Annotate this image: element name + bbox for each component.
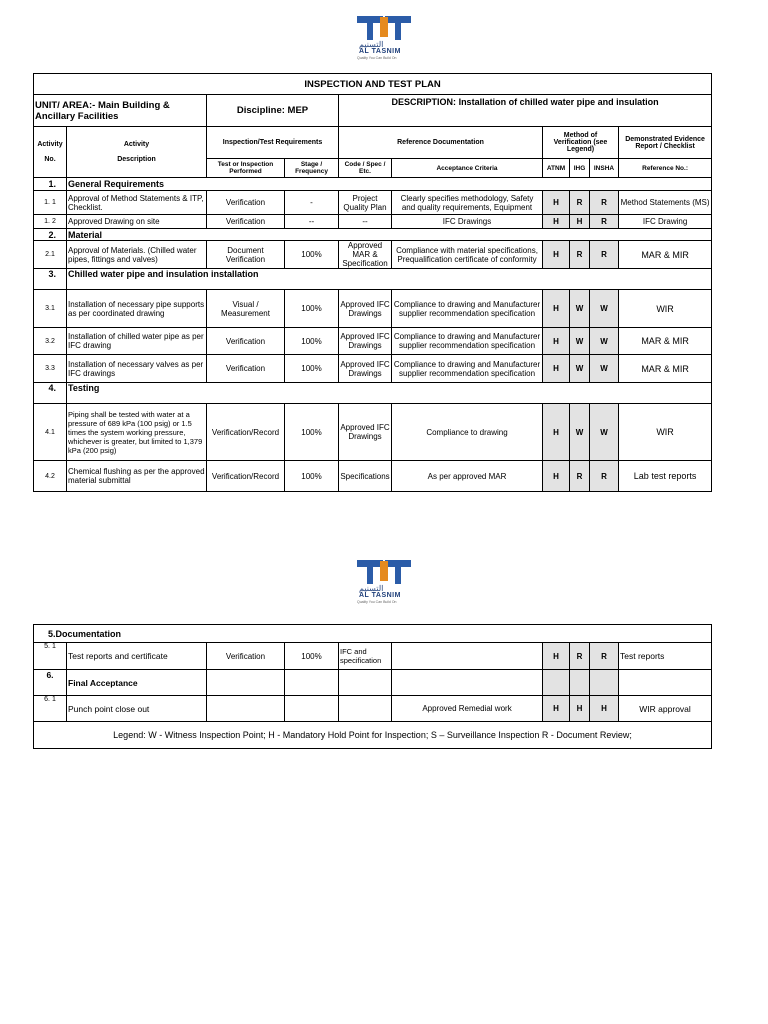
- table-cell: H: [543, 290, 570, 328]
- logo-tagline: Quality You Can Build On: [357, 56, 397, 60]
- table-cell: Clearly specifies methodology, Safety and quality requirements, Equipment: [392, 191, 543, 215]
- table-cell: [339, 696, 392, 722]
- header-test: Test or Inspection Performed: [207, 159, 285, 178]
- table-cell: [207, 696, 285, 722]
- table-cell: Approval of Method Statements & ITP, Checklist.: [67, 191, 207, 215]
- table-cell: R: [590, 461, 619, 492]
- section-header: [34, 670, 712, 696]
- table-cell: Specifications: [339, 461, 392, 492]
- table-cell: Compliance to drawing and Manufacturer supplier recommendation specification: [392, 355, 543, 383]
- table-cell: -: [285, 191, 339, 215]
- table-cell: As per approved MAR: [392, 461, 543, 492]
- table-cell: 2.1: [34, 241, 67, 269]
- section-header: [34, 383, 712, 404]
- section-header: [34, 178, 712, 191]
- header-text: Activity: [123, 141, 150, 148]
- table-cell: Approved Remedial work: [392, 696, 543, 722]
- section-header: [34, 229, 712, 241]
- table-cell: 4.: [34, 383, 67, 404]
- itp-table: [33, 73, 712, 492]
- table-row: [34, 461, 712, 492]
- table-cell: 1. 1: [34, 191, 67, 215]
- header-text: Description: [117, 156, 156, 163]
- table-cell: Verification: [207, 328, 285, 355]
- table-cell: [543, 670, 570, 696]
- description-value: Installation of chilled water pipe and insulation: [456, 97, 659, 107]
- table-cell: H: [543, 404, 570, 461]
- table-cell: [285, 696, 339, 722]
- header-acceptance: Acceptance Criteria: [392, 159, 543, 178]
- table-cell: Approved IFC Drawings: [339, 328, 392, 355]
- table-cell: Compliance to drawing and Manufacturer supplier recommendation specification: [392, 328, 543, 355]
- table-cell: Compliance to drawing and Manufacturer supplier recommendation specification: [392, 290, 543, 328]
- table-cell: [590, 670, 619, 696]
- table-row: [34, 404, 712, 461]
- table-cell: Approved MAR & Specification: [339, 241, 392, 269]
- header-itr: Inspection/Test Requirements: [207, 127, 339, 159]
- table-row: [34, 328, 712, 355]
- table-cell: MAR & MIR: [619, 328, 712, 355]
- table-cell: --: [339, 215, 392, 229]
- table-cell: 2.: [34, 229, 67, 241]
- itp-table-continued: [33, 624, 712, 749]
- unit-area: UNIT/ AREA:- Main Building & Ancillary Facilities: [34, 95, 207, 127]
- table-cell: Visual / Measurement: [207, 290, 285, 328]
- table-cell: Test reports and certificate: [67, 643, 207, 670]
- table-cell: R: [590, 215, 619, 229]
- table-cell: Verification: [207, 215, 285, 229]
- table-row: [34, 643, 712, 670]
- table-cell: WIR: [619, 290, 712, 328]
- table-cell: H: [543, 215, 570, 229]
- table-cell: H: [543, 355, 570, 383]
- table-cell: 1. 2: [34, 215, 67, 229]
- table-row: [34, 355, 712, 383]
- table-cell: H: [543, 696, 570, 722]
- table-cell: Approved IFC Drawings: [339, 290, 392, 328]
- table-cell: Approval of Materials. (Chilled water pipes, fittings and valves): [67, 241, 207, 269]
- plan-title: INSPECTION AND TEST PLAN: [34, 74, 712, 95]
- table-cell: 100%: [285, 355, 339, 383]
- header-code: Code / Spec / Etc.: [339, 159, 392, 178]
- table-cell: W: [590, 355, 619, 383]
- section-header: [34, 269, 712, 290]
- table-cell: Method Statements (MS): [619, 191, 712, 215]
- header-refno: Reference No.:: [619, 159, 712, 178]
- table-cell: 6. 1: [34, 696, 67, 722]
- table-cell: Installation of necessary valves as per IFC drawings: [67, 355, 207, 383]
- table-cell: Verification: [207, 191, 285, 215]
- table-cell: W: [570, 328, 590, 355]
- table-cell: Installation of necessary pipe supports as per coordinated drawing: [67, 290, 207, 328]
- table-cell: [619, 670, 712, 696]
- table-row: [34, 696, 712, 722]
- table-cell: Chemical flushing as per the approved material submittal: [67, 461, 207, 492]
- header-ihg: IHG: [570, 159, 590, 178]
- section-documentation: 5.Documentation: [34, 625, 712, 643]
- logo-mark-icon: [345, 558, 425, 586]
- table-cell: 1.: [34, 178, 67, 191]
- table-cell: W: [570, 404, 590, 461]
- table-cell: [392, 670, 543, 696]
- table-cell: Document Verification: [207, 241, 285, 269]
- table-cell: [339, 670, 392, 696]
- table-cell: R: [570, 191, 590, 215]
- table-cell: WIR approval: [619, 696, 712, 722]
- logo-name: AL TASNIM: [359, 48, 401, 55]
- table-row: [34, 215, 712, 229]
- logo-tagline: Quality You Can Build On: [357, 600, 397, 604]
- table-cell: 3.1: [34, 290, 67, 328]
- header-evidence: Demonstrated Evidence Report / Checklist: [619, 127, 712, 159]
- logo-arabic: التسنيم: [359, 584, 384, 593]
- table-cell: 5. 1: [34, 643, 67, 670]
- table-cell: Material: [67, 229, 712, 241]
- legend: Legend: W - Witness Inspection Point; H - Mandatory Hold Point for Inspection; S – Surveillance Inspection R - Document Review;: [34, 722, 712, 749]
- table-cell: H: [543, 328, 570, 355]
- table-cell: W: [590, 404, 619, 461]
- table-cell: 3.: [34, 269, 67, 290]
- table-cell: R: [590, 241, 619, 269]
- table-cell: --: [285, 215, 339, 229]
- table-row: [34, 241, 712, 269]
- table-cell: Compliance with material specifications, Prequalification certificate of conformity: [392, 241, 543, 269]
- header-text: Activity: [37, 141, 63, 148]
- table-cell: Approved IFC Drawings: [339, 355, 392, 383]
- table-cell: W: [570, 290, 590, 328]
- table-cell: WIR: [619, 404, 712, 461]
- table-cell: 100%: [285, 328, 339, 355]
- table-cell: W: [570, 355, 590, 383]
- table-cell: R: [590, 643, 619, 670]
- header-stage: Stage / Frequency: [285, 159, 339, 178]
- table-cell: 100%: [285, 290, 339, 328]
- table-cell: MAR & MIR: [619, 355, 712, 383]
- table-cell: Test reports: [619, 643, 712, 670]
- table-cell: 100%: [285, 404, 339, 461]
- header-activity: [67, 127, 207, 178]
- table-cell: H: [570, 696, 590, 722]
- table-cell: Approved IFC Drawings: [339, 404, 392, 461]
- table-cell: 3.3: [34, 355, 67, 383]
- table-cell: IFC Drawing: [619, 215, 712, 229]
- header-atnm: ATNM: [543, 159, 570, 178]
- table-cell: 100%: [285, 461, 339, 492]
- table-cell: H: [543, 643, 570, 670]
- table-cell: 3.2: [34, 328, 67, 355]
- table-row: [34, 191, 712, 215]
- description: [339, 95, 712, 127]
- company-logo: [345, 558, 425, 604]
- company-logo: [345, 14, 425, 60]
- header-method: Method of Verification (see Legend): [543, 127, 619, 159]
- table-cell: Installation of chilled water pipe as per IFC drawing: [67, 328, 207, 355]
- header-insha: INSHA: [590, 159, 619, 178]
- table-cell: Punch point close out: [67, 696, 207, 722]
- table-cell: R: [570, 241, 590, 269]
- table-cell: 6.: [34, 670, 67, 696]
- table-cell: Verification/Record: [207, 461, 285, 492]
- table-cell: Verification/Record: [207, 404, 285, 461]
- table-cell: H: [570, 215, 590, 229]
- table-cell: 100%: [285, 643, 339, 670]
- table-cell: H: [543, 461, 570, 492]
- table-cell: 4.2: [34, 461, 67, 492]
- table-cell: 100%: [285, 241, 339, 269]
- logo-arabic: التسنيم: [359, 40, 384, 49]
- table-cell: Chilled water pipe and insulation installation: [67, 269, 712, 290]
- table-cell: Approved Drawing on site: [67, 215, 207, 229]
- table-cell: Final Acceptance: [67, 670, 207, 696]
- table-cell: R: [590, 191, 619, 215]
- table-cell: W: [590, 290, 619, 328]
- table-cell: Verification: [207, 355, 285, 383]
- logo-name: AL TASNIM: [359, 592, 401, 599]
- table-cell: IFC and specification: [339, 643, 392, 670]
- table-cell: W: [590, 328, 619, 355]
- table-cell: Lab test reports: [619, 461, 712, 492]
- header-text: No.: [44, 156, 56, 163]
- table-row: [34, 290, 712, 328]
- table-cell: [570, 670, 590, 696]
- table-cell: [207, 670, 285, 696]
- table-cell: Compliance to drawing: [392, 404, 543, 461]
- discipline: Discipline: MEP: [207, 95, 339, 127]
- table-cell: Project Quality Plan: [339, 191, 392, 215]
- description-label: DESCRIPTION:: [391, 97, 457, 107]
- table-cell: Verification: [207, 643, 285, 670]
- table-cell: [392, 643, 543, 670]
- table-cell: MAR & MIR: [619, 241, 712, 269]
- table-cell: H: [543, 241, 570, 269]
- table-cell: R: [570, 461, 590, 492]
- table-cell: R: [570, 643, 590, 670]
- table-cell: H: [590, 696, 619, 722]
- logo-mark-icon: [345, 14, 425, 42]
- table-cell: General Requirements: [67, 178, 712, 191]
- table-cell: 4.1: [34, 404, 67, 461]
- header-activity-no: [34, 127, 67, 178]
- table-cell: Testing: [67, 383, 712, 404]
- header-refdoc: Reference Documentation: [339, 127, 543, 159]
- table-cell: H: [543, 191, 570, 215]
- table-cell: [285, 670, 339, 696]
- table-cell: IFC Drawings: [392, 215, 543, 229]
- table-cell: Piping shall be tested with water at a pressure of 689 kPa (100 psig) or 1.5 times the system working pressure, whichever is greater, but limited to 1,379 kPa (200 psig): [67, 404, 207, 461]
